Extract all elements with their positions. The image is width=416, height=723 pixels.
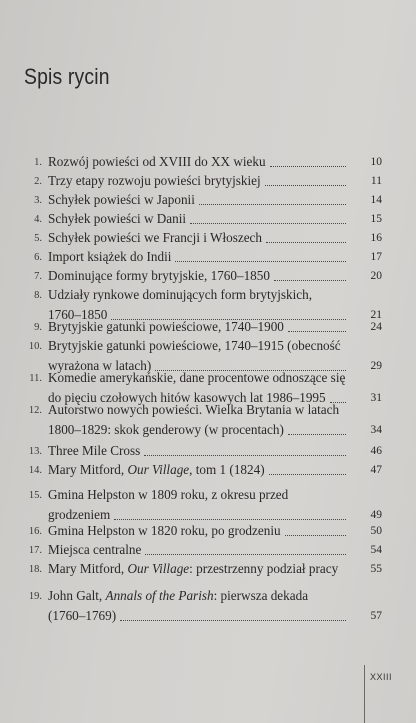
page-reference: 54: [370, 544, 382, 556]
figure-caption-line: Miejsca centralne: [48, 542, 142, 557]
figure-entry: [28, 441, 382, 461]
figure-entry: [28, 247, 382, 267]
page-number: XXIII: [370, 672, 393, 682]
page-reference: 24: [370, 321, 382, 333]
dot-leader: [266, 241, 346, 243]
page-reference: 17: [370, 251, 382, 263]
page-reference: 47: [370, 464, 382, 476]
figure-caption-line: Three Mile Cross: [48, 443, 141, 458]
dot-leader: [190, 222, 346, 224]
figure-number: 3.: [34, 195, 42, 206]
dot-leader: [270, 165, 346, 167]
page-title: Spis rycin: [24, 64, 110, 89]
figure-number: 8.: [34, 290, 42, 301]
figure-entry: [28, 540, 382, 560]
figure-number: 6.: [34, 252, 42, 263]
dot-leader: [288, 330, 346, 332]
figure-caption-line: Schyłek powieści we Francji i Włoszech: [48, 230, 262, 245]
figure-caption-line: John Galt, Annals of the Parish: pierwsza dekada: [48, 588, 309, 603]
page-reference: 31: [370, 392, 382, 404]
page-reference: 49: [370, 509, 382, 521]
page-reference: 14: [370, 194, 382, 206]
figure-number: 9.: [34, 322, 42, 333]
figure-number: 12.: [28, 405, 42, 416]
page-reference: 57: [370, 610, 382, 622]
figure-number: 4.: [34, 214, 42, 225]
figure-caption-line: Gmina Helpston w 1820 roku, po grodzeniu: [48, 523, 281, 538]
page-reference: 10: [370, 156, 382, 168]
page-reference: 20: [370, 270, 382, 282]
figure-caption-line: wyrażona w latach): [48, 358, 152, 373]
figure-caption-line: 1800–1829: skok genderowy (w procentach): [48, 422, 284, 437]
figure-entry: [28, 586, 382, 626]
page-reference: 21: [370, 309, 382, 321]
page-reference: 46: [370, 445, 382, 457]
figure-number: 11.: [29, 373, 42, 384]
figure-caption-line: Udziały rynkowe dominujących form brytyjskich,: [48, 287, 313, 302]
figure-number: 14.: [28, 465, 42, 476]
figure-number: 2.: [34, 176, 42, 187]
figure-entry: [28, 559, 382, 579]
dot-leader: [285, 534, 346, 536]
dot-leader: [288, 433, 346, 435]
figure-caption-line: Mary Mitford, Our Village, tom 1 (1824): [48, 462, 265, 477]
page-reference: 50: [370, 525, 382, 537]
margin-rule: [364, 665, 365, 723]
dot-leader: [269, 473, 346, 475]
figure-caption-line: Brytyjskie gatunki powieściowe, 1740–1915 (obecność: [48, 338, 341, 353]
figure-caption-line: Dominujące formy brytyjskie, 1760–1850: [48, 268, 270, 283]
figure-entry: [28, 485, 382, 525]
dot-leader: [274, 279, 346, 281]
figure-number: 5.: [34, 233, 42, 244]
figure-caption-line: (1760–1769): [48, 608, 117, 623]
figure-entry: [28, 266, 382, 286]
figure-number: 18.: [28, 564, 42, 575]
figure-number: 7.: [34, 271, 42, 282]
dot-leader: [145, 553, 346, 555]
figure-number: 15.: [28, 490, 42, 501]
figure-number: 10.: [28, 341, 42, 352]
figure-caption-line: Mary Mitford, Our Village: przestrzenny podział pracy: [48, 561, 339, 576]
page-reference: 16: [370, 232, 382, 244]
figure-caption-line: Schyłek powieści w Danii: [48, 211, 187, 226]
figure-number: 1.: [34, 157, 42, 168]
dot-leader: [265, 184, 346, 186]
page-reference: 15: [370, 213, 382, 225]
figure-number: 16.: [28, 526, 42, 537]
dot-leader: [114, 518, 346, 520]
page-reference: 55: [370, 563, 382, 575]
figure-caption-line: Schyłek powieści w Japonii: [48, 192, 195, 207]
figure-entry: [28, 400, 382, 440]
figure-entry: [28, 228, 382, 248]
figure-number: 13.: [28, 446, 42, 457]
figure-number: 19.: [28, 591, 42, 602]
figure-entry: [28, 460, 382, 480]
page-reference: 34: [370, 424, 382, 436]
figure-caption-line: Komedie amerykańskie, dane procentowe odnoszące się: [48, 370, 346, 385]
figure-caption-line: do pięciu czołowych hitów kasowych lat 1986–1995: [48, 390, 326, 405]
figure-entry: [28, 317, 382, 337]
figure-entry: [28, 190, 382, 210]
figure-caption-line: Trzy etapy rozwoju powieści brytyjskiej: [48, 173, 261, 188]
figure-caption-line: 1760–1850: [48, 307, 108, 322]
figure-caption-line: grodzeniem: [48, 507, 111, 522]
dot-leader: [175, 260, 346, 262]
figure-caption-line: Brytyjskie gatunki powieściowe, 1740–1900: [48, 319, 284, 334]
figure-entry: [28, 521, 382, 541]
dot-leader: [144, 454, 346, 456]
figure-number: 17.: [28, 545, 42, 556]
page-reference: 29: [370, 360, 382, 372]
figure-entry: [28, 209, 382, 229]
figure-caption-line: Gmina Helpston w 1809 roku, z okresu przed: [48, 487, 289, 502]
figure-caption-line: Autorstwo nowych powieści. Wielka Brytania w latach: [48, 402, 340, 417]
dot-leader: [199, 203, 346, 205]
figure-entry: [28, 152, 382, 172]
figure-caption-line: Import książek do Indii: [48, 249, 172, 264]
figure-entry: [28, 171, 382, 191]
page-reference: 11: [370, 175, 382, 187]
figure-caption-line: Rozwój powieści od XVIII do XX wieku: [48, 154, 266, 169]
dot-leader: [120, 619, 346, 621]
